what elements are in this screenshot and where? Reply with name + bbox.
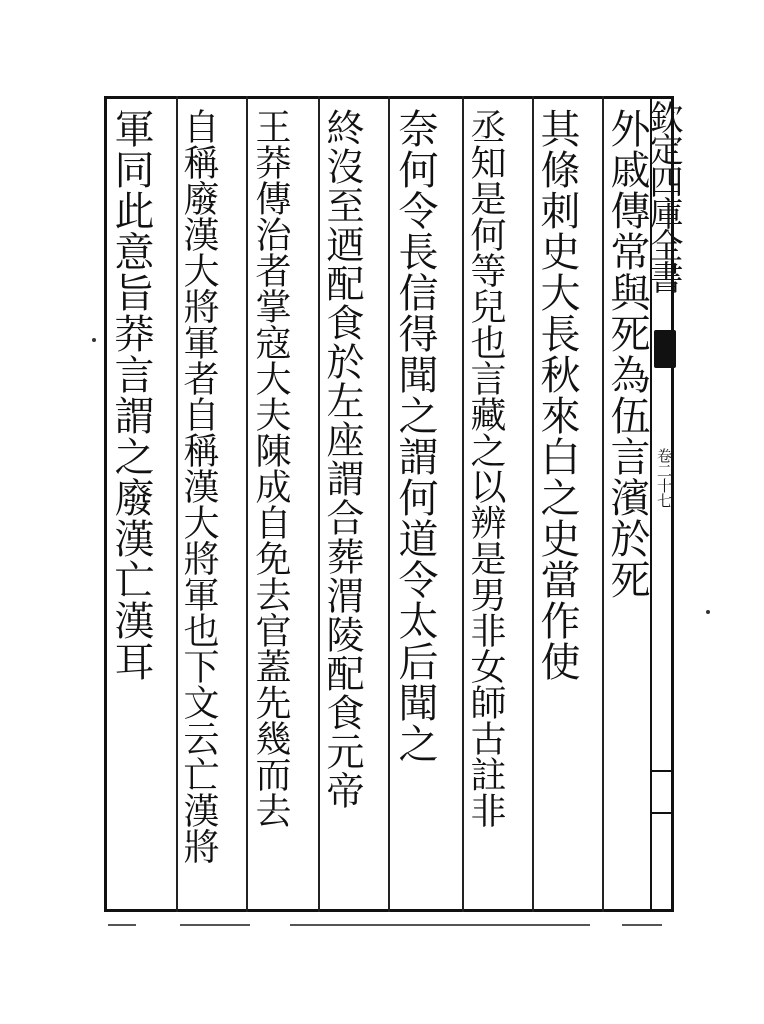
scan-line	[622, 924, 662, 926]
text-column-1: 外戚傳常與死為伍言濱於死	[604, 108, 650, 600]
text-column-7: 自稱廢漢大將軍者自稱漢大將軍也下文云亡漢將	[178, 108, 219, 864]
scan-speck	[92, 338, 96, 342]
fold-book-title: 欽定四庫全書	[643, 100, 683, 292]
text-column-5: 終沒至迺配食於左座謂合葬渭陵配食元帝	[320, 108, 364, 810]
column-rule	[388, 96, 390, 912]
text-column-6: 王莽傳治者掌寇大夫陳成自免去官蓋先幾而去	[250, 108, 291, 828]
text-column-3: 丞知是何等兒也言藏之以辨是男非女師古註非	[465, 108, 506, 828]
scan-line	[180, 924, 250, 926]
text-column-8: 軍同此意旨莽言謂之廢漢亡漢耳	[108, 108, 154, 682]
scan-line	[108, 924, 136, 926]
text-column-2: 其條刺史大長秋來白之史當作使	[534, 108, 580, 682]
fish-tail-mark-icon	[654, 330, 676, 368]
fold-lines	[650, 770, 674, 814]
text-column-4: 奈何令長信得聞之謂何道令太后聞之	[392, 108, 438, 764]
fold-juan-number: 卷二十七	[655, 448, 673, 508]
column-rule	[462, 96, 464, 912]
scan-line	[290, 924, 590, 926]
column-rule	[246, 96, 248, 912]
scan-speck	[706, 610, 710, 614]
